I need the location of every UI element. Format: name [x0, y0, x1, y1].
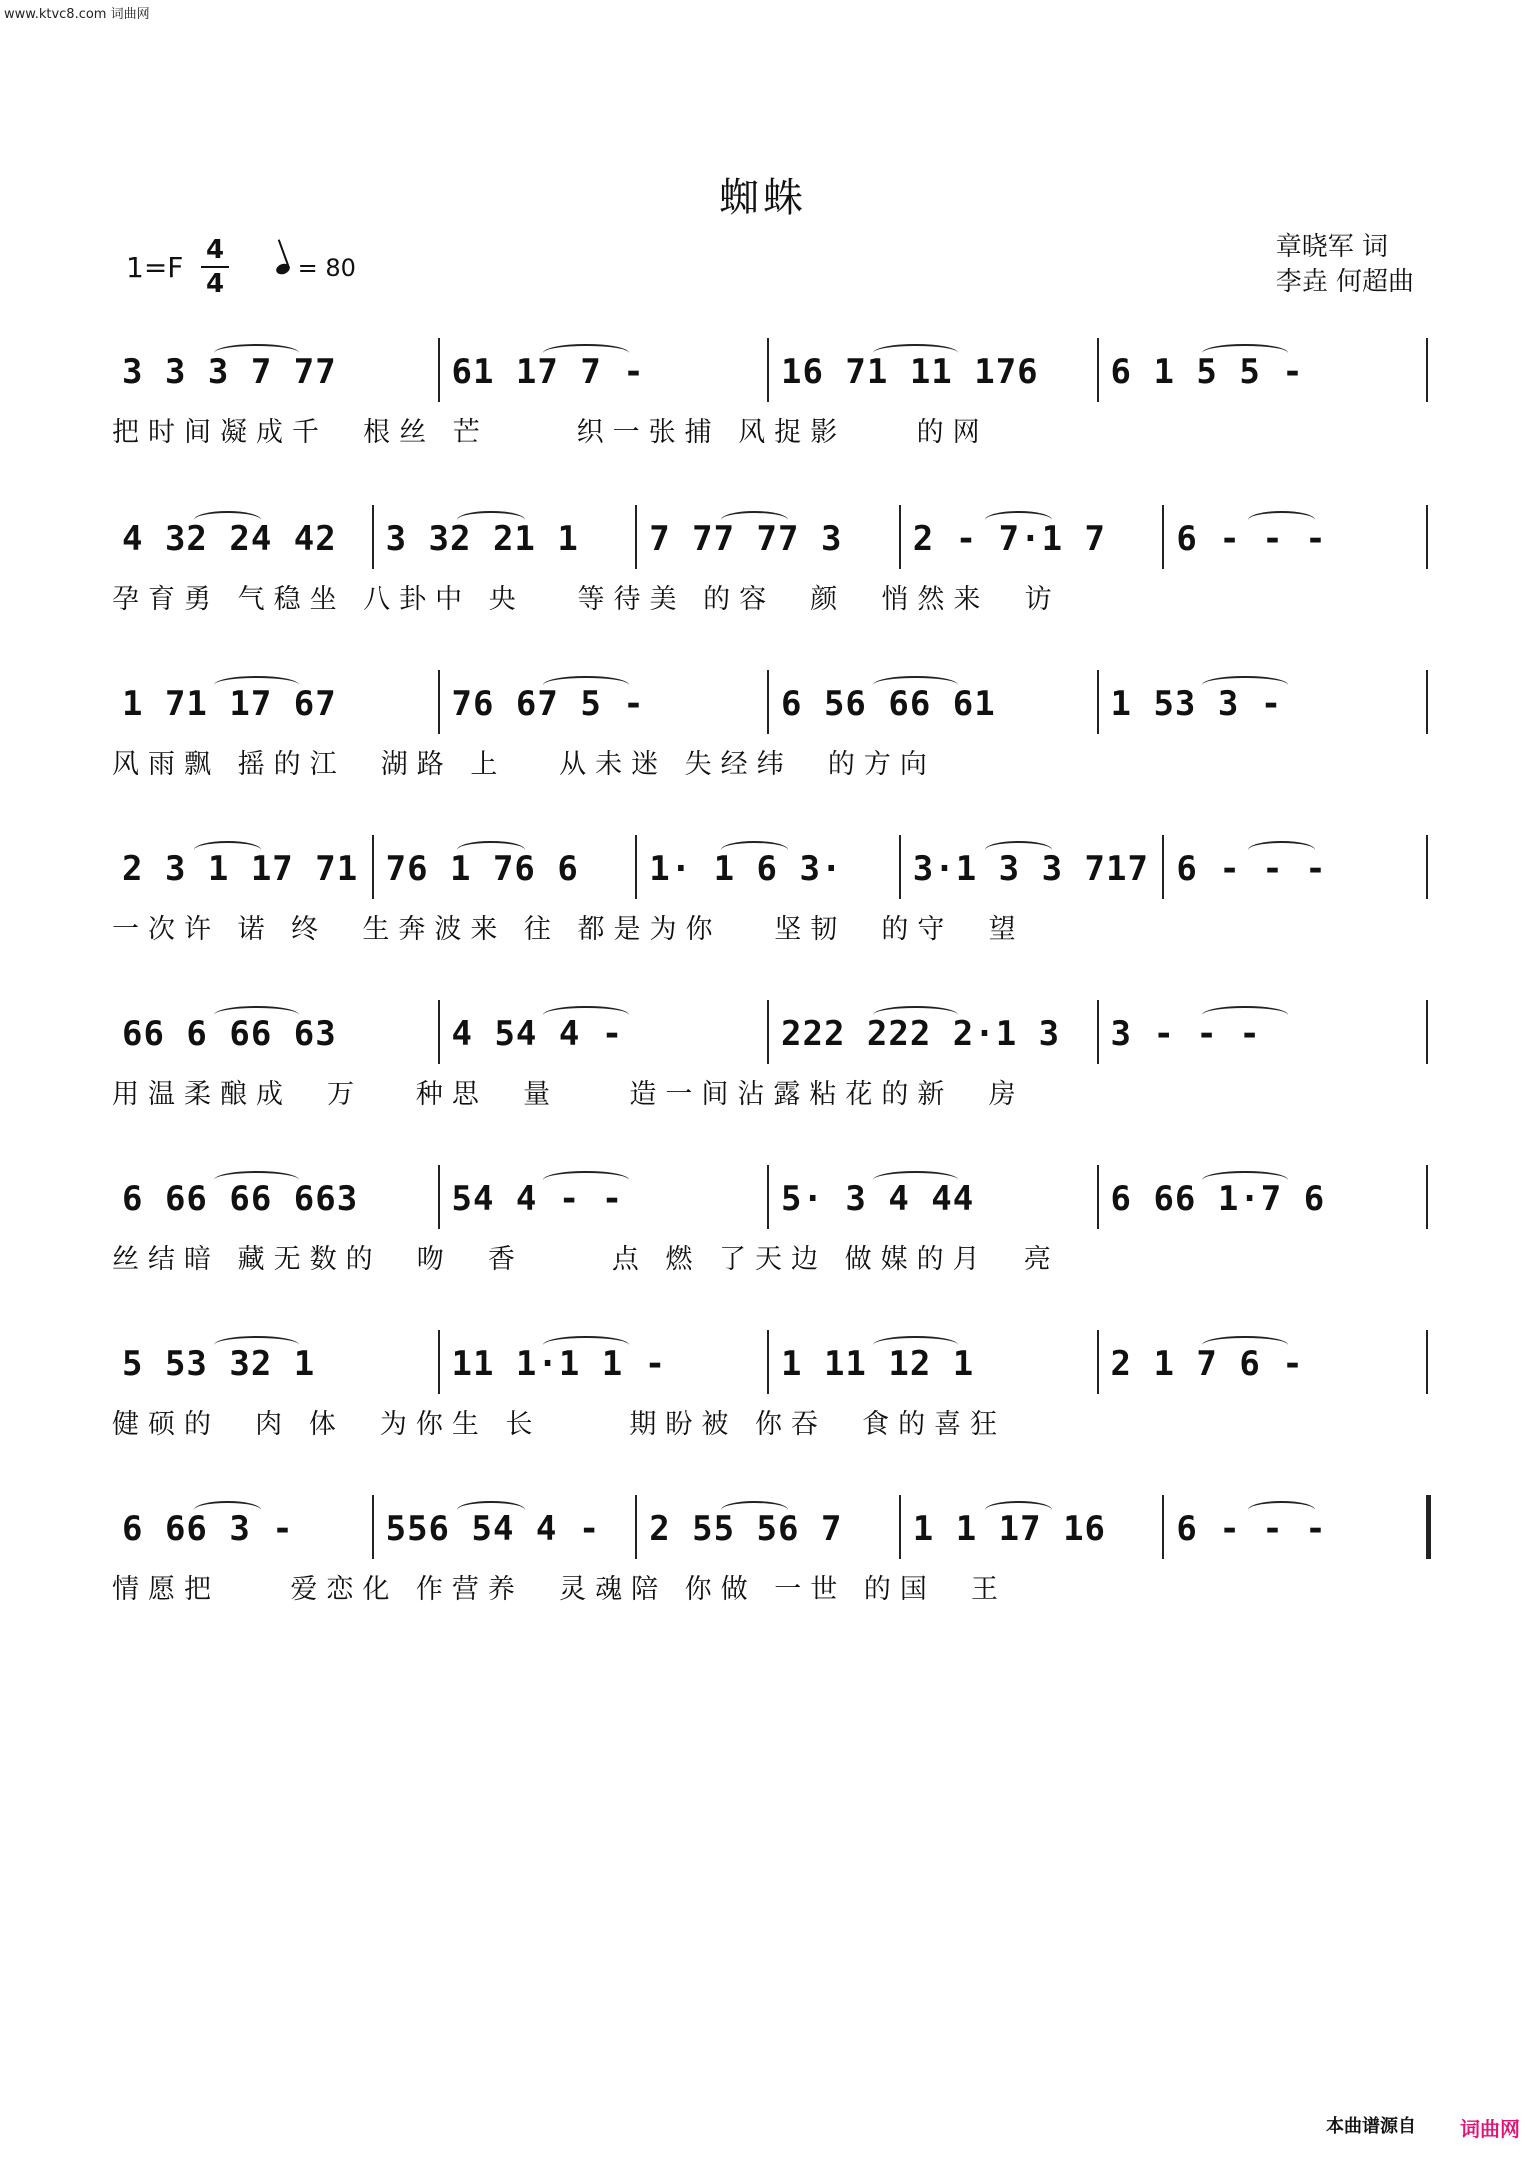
tempo-value: = 80 [297, 254, 356, 282]
measure-notes: 2 3 1 17 71 [122, 849, 359, 889]
measure [913, 835, 1153, 905]
final-barline [1426, 1495, 1431, 1559]
barline [767, 1165, 769, 1229]
barline [1426, 835, 1428, 899]
measure [386, 505, 626, 575]
measure-notes: 556 54 4 - [385, 1509, 601, 1549]
measure [1111, 1330, 1417, 1400]
barline [767, 1000, 769, 1064]
measure [1111, 1165, 1417, 1235]
time-signature [201, 236, 229, 298]
slur-mark [194, 1501, 261, 1519]
measure-notes: 11 1·1 1 - [451, 1344, 667, 1384]
score-system [112, 670, 1430, 820]
barline [1097, 670, 1099, 734]
measure [122, 505, 362, 575]
barline [767, 670, 769, 734]
footer-source: 本曲谱源自 [1326, 2116, 1416, 2137]
slur-mark [214, 1171, 300, 1189]
site-url[interactable]: www.ktvc8.com 词曲网 [4, 7, 150, 22]
lyricist: 章晓军 词 [1275, 232, 1388, 262]
lyrics-line: 情愿把 爱恋化 作营养 灵魂陪 你做 一世 的国 王 [112, 1574, 1007, 1605]
measure-notes: 76 1 76 6 [385, 849, 579, 889]
barline [767, 338, 769, 402]
measure-notes: 7 77 77 3 [649, 519, 843, 559]
barline [1097, 1165, 1099, 1229]
notes-row [112, 505, 1430, 575]
barline [372, 505, 374, 569]
lyrics-line: 孕育勇 气稳坐 八卦中 央 等待美 的容 颜 悄然来 访 [112, 584, 1061, 615]
measure [452, 670, 758, 740]
barline [635, 505, 637, 569]
notes-row [112, 1495, 1430, 1565]
measure-notes: 6 66 1·7 6 [1110, 1179, 1326, 1219]
measure-notes: 6 66 3 - [122, 1509, 294, 1549]
measure [386, 1495, 626, 1565]
measure-notes: 2 - 7·1 7 [912, 519, 1107, 559]
slur-mark [1202, 1336, 1288, 1354]
score-system [112, 835, 1430, 985]
slur-mark [873, 1336, 959, 1354]
slur-mark [721, 511, 788, 529]
slur-mark [1202, 1171, 1288, 1189]
measure-notes: 4 32 24 42 [122, 519, 337, 559]
tempo-marking [276, 254, 356, 282]
measure [122, 1330, 428, 1400]
slur-mark [543, 676, 629, 694]
score-system [112, 1165, 1430, 1315]
measure [1111, 670, 1417, 740]
barline [1426, 505, 1428, 569]
measure-notes: 1· 1 6 3· [649, 849, 843, 889]
measure-notes: 2 55 56 7 [649, 1509, 843, 1549]
barline [899, 1495, 901, 1559]
score-system [112, 1330, 1430, 1480]
time-divider [201, 266, 229, 268]
measure-notes: 6 - - - [1176, 849, 1327, 889]
measure-notes: 6 66 66 663 [122, 1179, 359, 1219]
notes-row [112, 1330, 1430, 1400]
measure-notes: 61 17 7 - [451, 352, 645, 392]
measure [649, 505, 889, 575]
lyrics-line: 用温柔酿成 万 种思 量 造一间沾露粘花的新 房 [112, 1079, 1025, 1110]
slur-mark [1248, 511, 1315, 529]
notes-row [112, 670, 1430, 740]
slur-mark [1248, 841, 1315, 859]
barline [1426, 1165, 1428, 1229]
slur-mark [214, 676, 300, 694]
barline [372, 835, 374, 899]
measure [1111, 1000, 1417, 1070]
score-system [112, 505, 1430, 655]
notes-row [112, 835, 1430, 905]
measure [1176, 505, 1416, 575]
barline [1426, 1330, 1428, 1394]
slur-mark [543, 1006, 629, 1024]
barline [438, 338, 440, 402]
slur-mark [985, 511, 1052, 529]
barline [899, 505, 901, 569]
barline [1097, 1330, 1099, 1394]
slur-mark [1202, 676, 1288, 694]
lyrics-line: 把时间凝成千 根丝 芒 织一张捕 风捉影 的网 [112, 417, 989, 448]
barline [438, 1165, 440, 1229]
barline [635, 1495, 637, 1559]
barline [767, 1330, 769, 1394]
measure [649, 835, 889, 905]
measure-notes: 6 - - - [1176, 1509, 1327, 1549]
barline [438, 1330, 440, 1394]
measure-notes: 1 11 12 1 [781, 1344, 975, 1384]
measure [781, 338, 1087, 408]
slur-mark [214, 344, 300, 362]
measure [781, 1330, 1087, 1400]
measure-notes: 16 71 11 176 [781, 352, 1039, 392]
slur-mark [721, 1501, 788, 1519]
slur-mark [1202, 1006, 1288, 1024]
measure [452, 1000, 758, 1070]
measure [1176, 1495, 1416, 1565]
barline [1426, 670, 1428, 734]
lyrics-line: 一次许 诺 终 生奔波来 往 都是为你 坚韧 的守 望 [112, 914, 1025, 945]
slur-mark [1202, 344, 1288, 362]
measure-notes: 1 1 17 16 [912, 1509, 1107, 1549]
measure [122, 1000, 428, 1070]
time-numerator: 4 [205, 235, 225, 265]
slur-mark [457, 511, 524, 529]
measure [649, 1495, 889, 1565]
measure [386, 835, 626, 905]
measure [452, 1165, 758, 1235]
measure-notes: 3 3 3 7 77 [122, 352, 337, 392]
slur-mark [873, 676, 959, 694]
measure [122, 835, 362, 905]
slur-mark [873, 344, 959, 362]
composer: 李垚 何超曲 [1275, 267, 1414, 297]
measure [781, 670, 1087, 740]
measure-notes: 3 - - - [1110, 1014, 1261, 1054]
measure [122, 1165, 428, 1235]
barline [1097, 1000, 1099, 1064]
measure [122, 1495, 362, 1565]
song-title: 蜘蛛 [719, 175, 807, 221]
measure-notes: 5· 3 4 44 [781, 1179, 975, 1219]
slur-mark [214, 1336, 300, 1354]
measure [452, 338, 758, 408]
measure-notes: 4 54 4 - [451, 1014, 624, 1054]
slur-mark [1248, 1501, 1315, 1519]
slur-mark [194, 511, 261, 529]
barline [635, 835, 637, 899]
measure-notes: 3·1 3 3 717 [912, 849, 1149, 889]
measure [122, 670, 428, 740]
slur-mark [194, 841, 261, 859]
slur-mark [543, 344, 629, 362]
slur-mark [873, 1006, 959, 1024]
slur-mark [721, 841, 788, 859]
measure-notes: 3 32 21 1 [385, 519, 579, 559]
key-signature: 1=F [126, 251, 184, 284]
notes-row [112, 338, 1430, 408]
measure-notes: 6 1 5 5 - [1110, 352, 1304, 392]
barline [899, 835, 901, 899]
time-denominator: 4 [205, 269, 225, 299]
measure [781, 1000, 1087, 1070]
score-system [112, 338, 1430, 488]
measure [913, 1495, 1153, 1565]
measure-notes: 5 53 32 1 [122, 1344, 316, 1384]
barline [1162, 835, 1164, 899]
measure [781, 1165, 1087, 1235]
barline [1162, 505, 1164, 569]
measure-notes: 76 67 5 - [451, 684, 645, 724]
measure-notes: 66 6 66 63 [122, 1014, 337, 1054]
score-system [112, 1000, 1430, 1150]
slur-mark [457, 1501, 524, 1519]
credits [1276, 230, 1414, 300]
measure-notes: 54 4 - - [451, 1179, 624, 1219]
slur-mark [985, 841, 1052, 859]
measure [452, 1330, 758, 1400]
measure-notes: 6 - - - [1176, 519, 1327, 559]
measure [913, 505, 1153, 575]
measure [1111, 338, 1417, 408]
measure [122, 338, 428, 408]
notes-row [112, 1165, 1430, 1235]
lyrics-line: 风雨飘 摇的江 湖路 上 从未迷 失经纬 的方向 [112, 749, 936, 780]
barline [438, 670, 440, 734]
score-system [112, 1495, 1430, 1645]
notes-row [112, 1000, 1430, 1070]
slur-mark [873, 1171, 959, 1189]
slur-mark [543, 1336, 629, 1354]
measure-notes: 222 222 2·1 3 [781, 1014, 1061, 1054]
measure [1176, 835, 1416, 905]
barline [372, 1495, 374, 1559]
footer-brand-logo[interactable]: 词曲网 [1460, 2117, 1520, 2141]
quarter-note-icon [275, 262, 292, 276]
barline [1097, 338, 1099, 402]
measure-notes: 6 56 66 61 [781, 684, 996, 724]
measure-notes: 2 1 7 6 - [1110, 1344, 1304, 1384]
slur-mark [985, 1501, 1052, 1519]
barline [438, 1000, 440, 1064]
barline [1426, 338, 1428, 402]
measure-notes: 1 71 17 67 [122, 684, 337, 724]
measure-notes: 1 53 3 - [1110, 684, 1283, 724]
slur-mark [457, 841, 524, 859]
barline [1426, 1000, 1428, 1064]
slur-mark [214, 1006, 300, 1024]
lyrics-line: 健硕的 肉 体 为你生 长 期盼被 你吞 食的喜狂 [112, 1409, 1007, 1440]
barline [1162, 1495, 1164, 1559]
slur-mark [543, 1171, 629, 1189]
lyrics-line: 丝结暗 藏无数的 吻 香 点 燃 了天边 做媒的月 亮 [112, 1244, 1060, 1275]
